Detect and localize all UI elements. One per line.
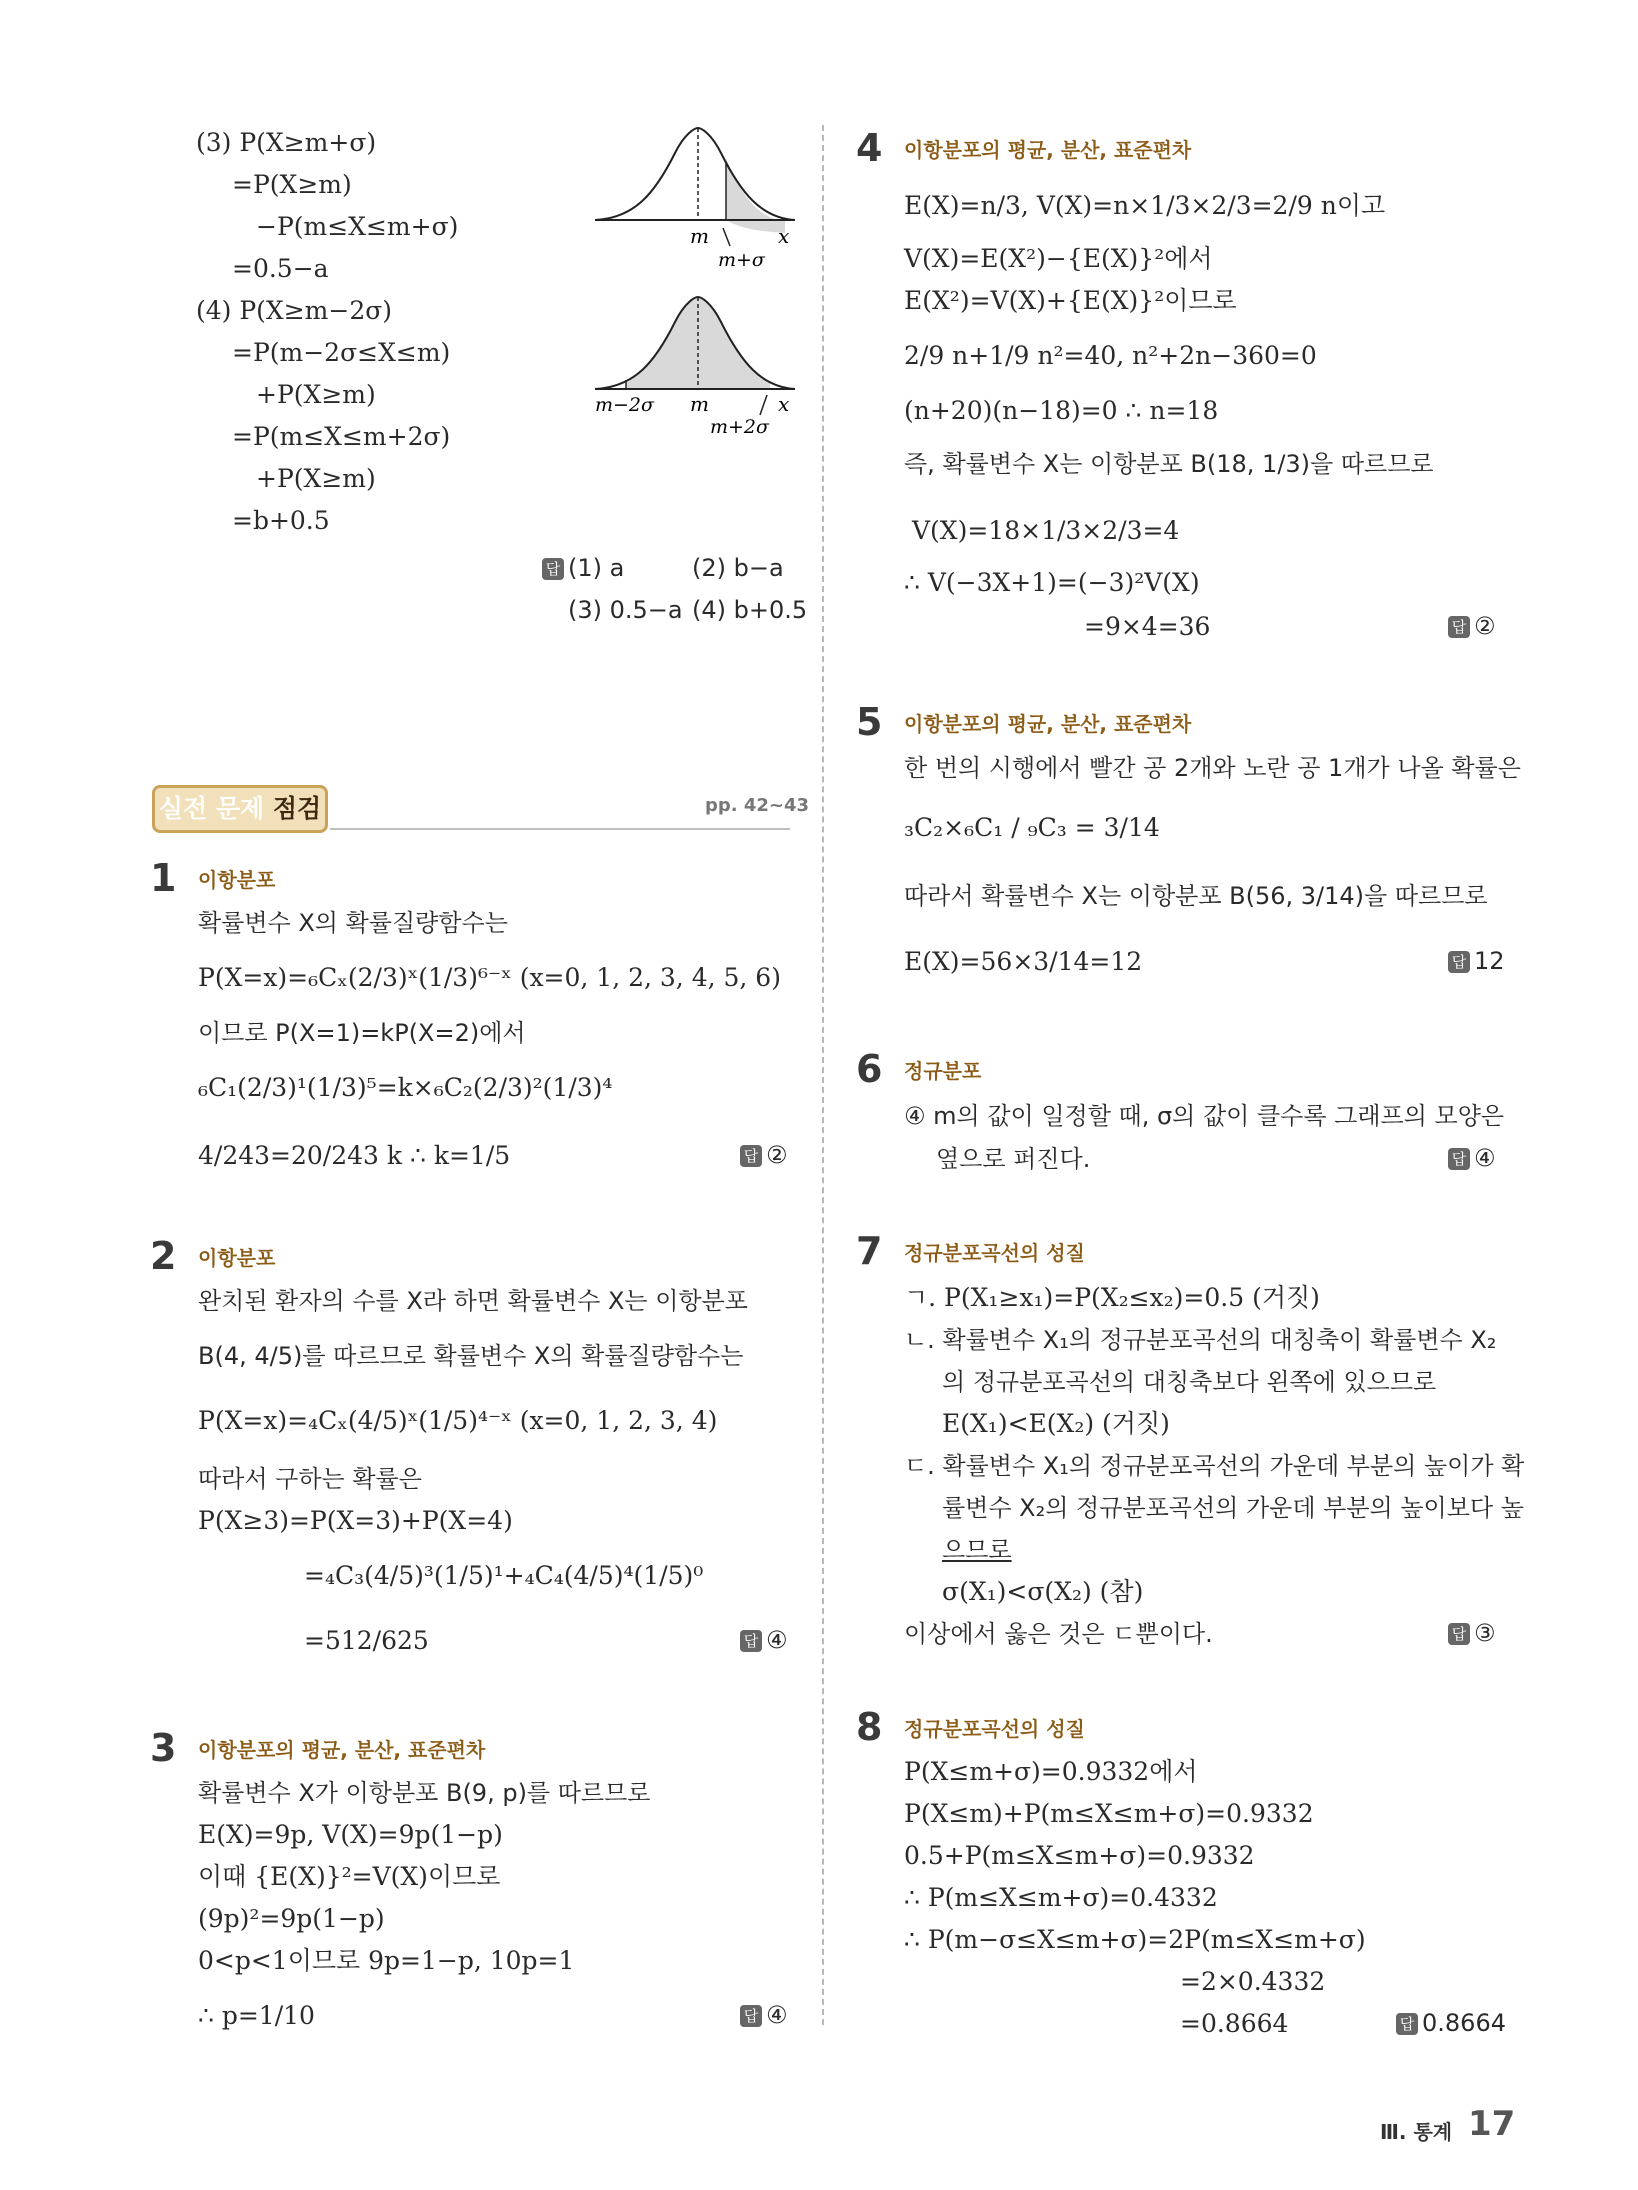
p2-line: =512/625 <box>304 1626 429 1655</box>
p7-line: ㄱ. P(X₁≥x₁)=P(X₂≤x₂)=0.5 (거짓) <box>904 1283 1320 1312</box>
p4-answer: 답 ② <box>1448 611 1496 641</box>
problem-number: 6 <box>856 1047 883 1091</box>
graph1-x-label: x <box>778 224 790 248</box>
p5-answer: 답 12 <box>1448 946 1505 976</box>
p3-line: 0<p<1이므로 9p=1−p, 10p=1 <box>198 1946 575 1975</box>
p8-line: P(X≤m+σ)=0.9332에서 <box>904 1757 1198 1786</box>
tl-line: +P(X≥m) <box>256 380 376 409</box>
p2-line: B(4, 4/5)를 따르므로 확률변수 X의 확률질량함수는 <box>198 1342 744 1370</box>
p1-answer: 답 ② <box>740 1140 788 1170</box>
tl-answer-1: 답 (1) a <box>542 553 624 583</box>
p2-answer: 답 ④ <box>740 1625 788 1655</box>
p3-line: (9p)²=9p(1−p) <box>198 1904 385 1933</box>
problem-number: 3 <box>150 1726 177 1770</box>
p3-line: 확률변수 X가 이항분포 B(9, p)를 따르므로 <box>198 1779 651 1807</box>
tl-line: (4) P(X≥m−2σ) <box>196 296 393 325</box>
graph2-right-label: m+2σ <box>710 416 769 438</box>
p8-answer: 답 0.8664 <box>1396 2008 1506 2038</box>
graph2-left-label: m−2σ <box>595 394 654 416</box>
p1-line: 이므로 P(X=1)=kP(X=2)에서 <box>198 1019 526 1047</box>
problem-title: 이항분포의 평균, 분산, 표준편차 <box>198 1738 486 1762</box>
problem-title: 이항분포 <box>198 1246 276 1270</box>
p6-line: 옆으로 퍼진다. <box>936 1145 1091 1173</box>
p1-line: ₆C₁(2/3)¹(1/3)⁵=k×₆C₂(2/3)²(1/3)⁴ <box>198 1073 613 1102</box>
p7-line: σ(X₁)<σ(X₂) (참) <box>942 1577 1144 1606</box>
p2-line: P(X≥3)=P(X=3)+P(X=4) <box>198 1506 513 1535</box>
problem-title: 이항분포의 평균, 분산, 표준편차 <box>904 138 1192 162</box>
p5-line: 한 번의 시행에서 빨간 공 2개와 노란 공 1개가 나올 확률은 <box>904 754 1521 782</box>
p4-line: (n+20)(n−18)=0 ∴ n=18 <box>904 396 1219 425</box>
tl-line: −P(m≤X≤m+σ) <box>256 212 459 241</box>
problem-title: 이항분포의 평균, 분산, 표준편차 <box>904 712 1192 736</box>
p3-answer: 답 ④ <box>740 2000 788 2030</box>
tl-line: =P(m≤X≤m+2σ) <box>232 422 451 451</box>
p7-line: ㄴ. 확률변수 X₁의 정규분포곡선의 대칭축이 확률변수 X₂ <box>904 1326 1497 1354</box>
p4-line: V(X)=18×1/3×2/3=4 <box>912 516 1180 545</box>
p8-line: P(X≤m)+P(m≤X≤m+σ)=0.9332 <box>904 1799 1314 1828</box>
problem-number: 5 <box>856 700 883 744</box>
graph1-sigma-label: m+σ <box>718 249 765 271</box>
p5-line: ₃C₂×₆C₁ / ₉C₃ = 3/14 <box>904 813 1160 842</box>
p2-line: P(X=x)=₄Cₓ(4/5)ˣ(1/5)⁴⁻ˣ (x=0, 1, 2, 3, 4) <box>198 1406 718 1435</box>
column-divider <box>822 125 824 2025</box>
p4-line: 즉, 확률변수 X는 이항분포 B(18, 1/3)을 따르므로 <box>904 450 1434 478</box>
p5-line: 따라서 확률변수 X는 이항분포 B(56, 3/14)을 따르므로 <box>904 882 1488 910</box>
problem-number: 7 <box>856 1229 883 1273</box>
p7-line: 이상에서 옳은 것은 ㄷ뿐이다. <box>904 1620 1213 1648</box>
p6-answer: 답 ④ <box>1448 1143 1496 1173</box>
p4-line: 2/9 n+1/9 n²=40, n²+2n−360=0 <box>904 341 1317 370</box>
problem-number: 2 <box>150 1234 177 1278</box>
problem-number: 8 <box>856 1705 883 1749</box>
p8-line: =0.8664 <box>1180 2009 1289 2038</box>
p2-line: =₄C₃(4/5)³(1/5)¹+₄C₄(4/5)⁴(1/5)⁰ <box>304 1561 704 1590</box>
p7-line: 의 정규분포곡선의 대칭축보다 왼쪽에 있으므로 <box>942 1368 1437 1396</box>
p1-line: P(X=x)=₆Cₓ(2/3)ˣ(1/3)⁶⁻ˣ (x=0, 1, 2, 3, 4, 5, 6) <box>198 963 781 992</box>
tl-answer-3: (3) 0.5−a <box>568 596 683 624</box>
p4-line: ∴ V(−3X+1)=(−3)²V(X) <box>904 568 1200 597</box>
tl-line: =b+0.5 <box>232 506 330 535</box>
p3-line: E(X)=9p, V(X)=9p(1−p) <box>198 1820 503 1849</box>
p4-line: V(X)=E(X²)−{E(X)}²에서 <box>904 244 1213 273</box>
normal-curve-graph-2 <box>590 287 800 447</box>
problem-title: 정규분포곡선의 성질 <box>904 1241 1085 1265</box>
section-badge: 실전 문제 점검 <box>152 785 328 833</box>
problem-title: 정규분포 <box>904 1059 982 1083</box>
p6-line: ④ m의 값이 일정할 때, σ의 값이 클수록 그래프의 모양은 <box>904 1102 1505 1130</box>
p8-line: ∴ P(m≤X≤m+σ)=0.4332 <box>904 1883 1218 1912</box>
graph2-m-label: m <box>690 392 709 416</box>
p2-line: 따라서 구하는 확률은 <box>198 1465 422 1493</box>
p7-line: 률변수 X₂의 정규분포곡선의 가운데 부분의 높이보다 높 <box>942 1494 1524 1522</box>
problem-number: 4 <box>856 126 883 170</box>
tl-line: (3) P(X≥m+σ) <box>196 128 377 157</box>
page-number: 17 <box>1468 2104 1516 2144</box>
p8-line: =2×0.4332 <box>1180 1967 1326 1996</box>
answer-badge: 답 <box>542 558 564 580</box>
p7-line: E(X₁)<E(X₂) (거짓) <box>942 1409 1170 1438</box>
section-pages: pp. 42~43 <box>705 795 810 816</box>
p7-line: 으므로 <box>942 1536 1012 1564</box>
graph2-x-label: x <box>778 392 790 416</box>
graph1-m-label: m <box>690 224 709 248</box>
tl-line: =P(X≥m) <box>232 170 352 199</box>
problem-title: 정규분포곡선의 성질 <box>904 1717 1085 1741</box>
p2-line: 완치된 환자의 수를 X라 하면 확률변수 X는 이항분포 <box>198 1287 748 1315</box>
p7-line: ㄷ. 확률변수 X₁의 정규분포곡선의 가운데 부분의 높이가 확 <box>904 1452 1525 1480</box>
tl-answer-4: (4) b+0.5 <box>692 596 808 624</box>
normal-curve-graph-1 <box>590 118 800 273</box>
p8-line: ∴ P(m−σ≤X≤m+σ)=2P(m≤X≤m+σ) <box>904 1925 1366 1954</box>
p8-line: 0.5+P(m≤X≤m+σ)=0.9332 <box>904 1841 1255 1870</box>
p4-line: E(X)=n/3, V(X)=n×1/3×2/3=2/9 n이고 <box>904 191 1386 220</box>
problem-number: 1 <box>150 856 177 900</box>
p1-line: 확률변수 X의 확률질량함수는 <box>198 909 508 937</box>
p5-line: E(X)=56×3/14=12 <box>904 947 1143 976</box>
p4-line: E(X²)=V(X)+{E(X)}²이므로 <box>904 286 1237 315</box>
p7-answer: 답 ③ <box>1448 1618 1496 1648</box>
tl-line: =0.5−a <box>232 254 329 283</box>
tl-line: =P(m−2σ≤X≤m) <box>232 338 451 367</box>
p3-line: 이때 {E(X)}²=V(X)이므로 <box>198 1862 501 1891</box>
footer-chapter: Ⅲ. 통계 <box>1380 2120 1453 2144</box>
tl-line: +P(X≥m) <box>256 464 376 493</box>
p3-line: ∴ p=1/10 <box>198 2001 315 2030</box>
problem-title: 이항분포 <box>198 868 276 892</box>
p4-line: =9×4=36 <box>1084 612 1211 641</box>
section-rule <box>330 828 790 830</box>
p1-line: 4/243=20/243 k ∴ k=1/5 <box>198 1141 511 1170</box>
tl-answer-2: (2) b−a <box>692 554 784 582</box>
